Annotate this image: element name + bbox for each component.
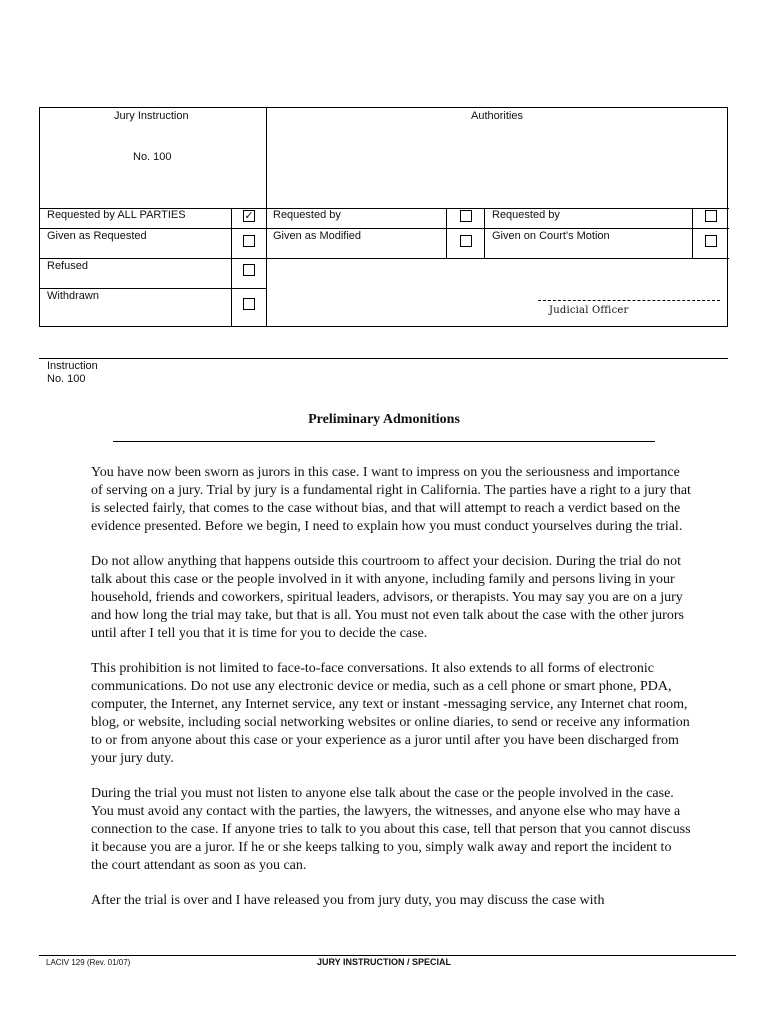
instruction-number-label: No. 100 [47, 373, 86, 385]
paragraph: Do not allow anything that happens outside this courtroom to affect your decision. During the trial do not talk about this case or the people involved in it with anyone, including family and persons living in your household, friends and coworkers, spiritual leaders, advisors, or therapists. You may say you are on a jury and how long the trial may take, but that is all. You must not even talk about the case with the other jurors until after I tell you that it is time for you to decide the case. [91, 554, 684, 641]
given-as-requested-label: Given as Requested [47, 230, 147, 242]
divider [266, 208, 267, 327]
divider [231, 208, 232, 327]
refused-checkbox[interactable] [243, 264, 255, 276]
requested-by-checkbox[interactable] [460, 210, 472, 222]
divider [692, 208, 693, 258]
form-number: LACIV 129 (Rev. 01/07) [46, 958, 131, 967]
requested-by-all-parties-label: Requested by ALL PARTIES [47, 209, 186, 221]
authorities-label: Authorities [471, 110, 523, 122]
title-underline [113, 441, 655, 442]
judicial-officer-label: Judicial Officer [549, 305, 629, 316]
divider [40, 288, 267, 289]
paragraph: During the trial you must not listen to anyone else talk about the case or the people involved in the case. You must avoid any contact with the parties, the lawyers, the witnesses, and anyone else who may have a connection to the case. If anyone tries to talk to you about this case, tell that person that you cannot discuss it because you are a juror. If he or she keeps talking to you, simply walk away and report the incident to the court attendant as soon as you can. [91, 786, 691, 873]
refused-label: Refused [47, 260, 88, 272]
section-divider [39, 358, 728, 359]
instruction-label: Instruction [47, 360, 98, 372]
requested-by-all-parties-checkbox[interactable]: ✓ [244, 210, 254, 222]
paragraph: This prohibition is not limited to face-to-face conversations. It also extends to all forms of electronic communications. Do not use any electronic device or media, such as a cell phone or smart phone, PDA, computer, the Internet, any Internet service, any text or instant -messaging service, any Internet chat room, blog, or website, including social networking websites or online diaries, to send or receive any information to or from anyone about this case or your experience as a juror until after you have been discharged from your jury duty. [91, 661, 690, 766]
instruction-form-table [39, 107, 728, 327]
given-as-modified-checkbox[interactable] [460, 235, 472, 247]
divider [446, 208, 447, 258]
signature-line[interactable] [538, 300, 720, 301]
jury-instruction-label: Jury Instruction [114, 110, 189, 122]
footer-title: JURY INSTRUCTION / SPECIAL [316, 957, 451, 967]
divider [40, 228, 729, 229]
instruction-body [91, 464, 691, 927]
divider [40, 258, 729, 259]
divider [484, 208, 485, 258]
withdrawn-checkbox[interactable] [243, 298, 255, 310]
given-on-courts-motion-checkbox[interactable] [705, 235, 717, 247]
withdrawn-label: Withdrawn [47, 290, 99, 302]
given-as-requested-checkbox[interactable] [243, 235, 255, 247]
paragraph: You have now been sworn as jurors in this case. I want to impress on you the seriousness and importance of serving on a jury. Trial by jury is a fundamental right in California. The parties have a right to a jury that is selected fairly, that comes to the case without bias, and that will attempt to reach a verdict based on the evidence presented. Before we begin, I need to explain how you must conduct yourselves during the trial. [91, 465, 691, 534]
requested-by-label: Requested by [273, 209, 341, 221]
given-on-courts-motion-label: Given on Court's Motion [492, 230, 610, 242]
footer-divider [39, 955, 736, 956]
page-title: Preliminary Admonitions [308, 412, 460, 427]
divider [266, 108, 267, 208]
instruction-number: No. 100 [133, 151, 172, 163]
given-as-modified-label: Given as Modified [273, 230, 362, 242]
requested-by-right-checkbox[interactable] [705, 210, 717, 222]
requested-by-label-right: Requested by [492, 209, 560, 221]
paragraph: After the trial is over and I have released you from jury duty, you may discuss the case with [91, 893, 605, 908]
